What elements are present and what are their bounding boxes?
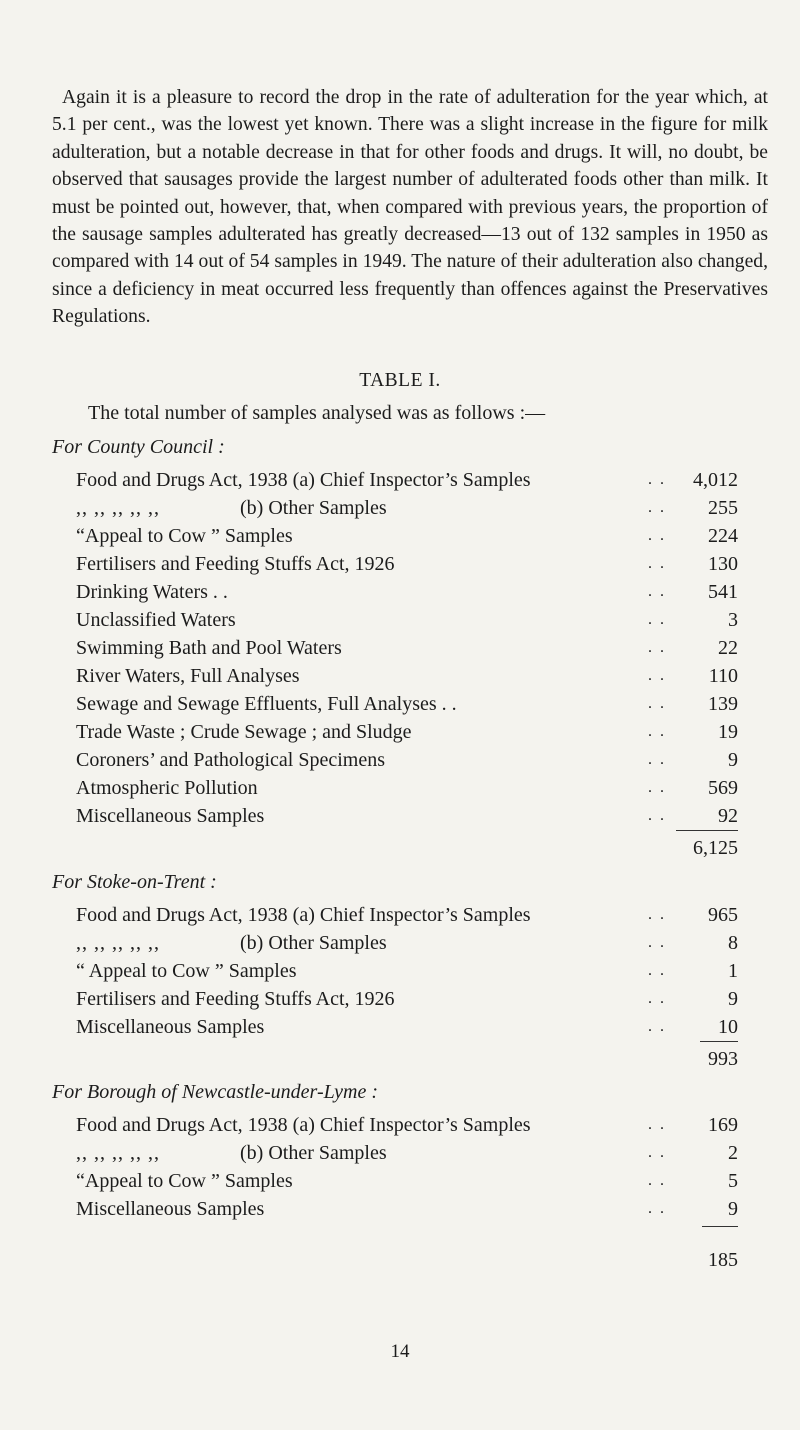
- row-label: Miscellaneous Samples: [76, 1198, 265, 1220]
- row-label: Sewage and Sewage Effluents, Full Analyses . .: [76, 693, 457, 715]
- row-label: “Appeal to Cow ” Samples: [76, 525, 293, 547]
- row-label: Food and Drugs Act, 1938 (a) Chief Inspector’s Samples: [76, 469, 531, 491]
- leader-dots: . .: [648, 990, 666, 1007]
- leader-dots: . .: [648, 583, 666, 600]
- section-heading-stoke-on-trent: For Stoke-on-Trent :: [52, 871, 217, 893]
- row-value: 8: [728, 932, 738, 954]
- leader-dots: . .: [648, 667, 666, 684]
- leader-dots: . .: [648, 1200, 666, 1217]
- row-label: “Appeal to Cow ” Samples: [76, 1170, 293, 1192]
- row-label: Miscellaneous Samples: [76, 1016, 265, 1038]
- row-value: 965: [708, 904, 738, 926]
- section-total: 993: [708, 1048, 738, 1070]
- row-label: Swimming Bath and Pool Waters: [76, 637, 342, 659]
- row-value: 2: [728, 1142, 738, 1164]
- table-row: [76, 957, 738, 985]
- row-value: 110: [708, 665, 738, 687]
- row-value: 541: [708, 581, 738, 603]
- leader-dots: . .: [648, 779, 666, 796]
- row-value: 139: [708, 693, 738, 715]
- row-label: Food and Drugs Act, 1938 (a) Chief Inspector’s Samples: [76, 1114, 531, 1136]
- table-row: [76, 1195, 738, 1223]
- ditto-marks: ,, ,, ,, ,, ,,: [76, 932, 160, 954]
- leader-dots: . .: [648, 1018, 666, 1035]
- row-value: 255: [708, 497, 738, 519]
- leader-dots: . .: [648, 471, 666, 488]
- table-row: [76, 662, 738, 690]
- row-value: 9: [728, 988, 738, 1010]
- table-row: [76, 929, 738, 957]
- row-value: 22: [718, 637, 738, 659]
- row-label: Fertilisers and Feeding Stuffs Act, 1926: [76, 553, 395, 575]
- section-total: 185: [708, 1249, 738, 1271]
- table-row: [76, 1167, 738, 1195]
- row-value: 9: [728, 1198, 738, 1220]
- row-label: (b) Other Samples: [240, 1142, 387, 1164]
- table-row: [76, 774, 738, 802]
- leader-dots: . .: [648, 807, 666, 824]
- subtotal-rule: [702, 1226, 738, 1227]
- row-value: 5: [728, 1170, 738, 1192]
- leader-dots: . .: [648, 934, 666, 951]
- table-row: [76, 1013, 738, 1041]
- table-row: [76, 466, 738, 494]
- leader-dots: . .: [648, 527, 666, 544]
- row-value: 4,012: [693, 469, 738, 491]
- row-value: 130: [708, 553, 738, 575]
- leader-dots: . .: [648, 723, 666, 740]
- leader-dots: . .: [648, 695, 666, 712]
- row-value: 19: [718, 721, 738, 743]
- row-value: 3: [728, 609, 738, 631]
- section-heading-county-council: For County Council :: [52, 436, 225, 458]
- table-title: TABLE I.: [359, 370, 441, 391]
- row-label: Unclassified Waters: [76, 609, 236, 631]
- table-row: [76, 901, 738, 929]
- row-label: Fertilisers and Feeding Stuffs Act, 1926: [76, 988, 395, 1010]
- row-label: Food and Drugs Act, 1938 (a) Chief Inspector’s Samples: [76, 904, 531, 926]
- table-row: [76, 985, 738, 1013]
- table-row: [76, 690, 738, 718]
- table-row: [76, 802, 738, 830]
- row-value: 1: [728, 960, 738, 982]
- leader-dots: . .: [648, 611, 666, 628]
- row-value: 569: [708, 777, 738, 799]
- leader-dots: . .: [648, 751, 666, 768]
- row-label: Atmospheric Pollution: [76, 777, 258, 799]
- row-label: Miscellaneous Samples: [76, 805, 265, 827]
- page-number: 14: [390, 1341, 410, 1362]
- table-row: [76, 550, 738, 578]
- row-value: 10: [718, 1016, 738, 1038]
- row-value: 9: [728, 749, 738, 771]
- table-row: [76, 746, 738, 774]
- table-row: [76, 1139, 738, 1167]
- section-total: 6,125: [693, 837, 738, 859]
- table-row: [76, 606, 738, 634]
- row-label: Trade Waste ; Crude Sewage ; and Sludge: [76, 721, 412, 743]
- leader-dots: . .: [648, 499, 666, 516]
- row-label: Coroners’ and Pathological Specimens: [76, 749, 386, 771]
- leader-dots: . .: [648, 1144, 666, 1161]
- row-label: (b) Other Samples: [240, 497, 387, 519]
- leader-dots: . .: [648, 1116, 666, 1133]
- row-label: “ Appeal to Cow ” Samples: [76, 960, 297, 982]
- table-row: [76, 522, 738, 550]
- subtotal-rule: [676, 830, 738, 831]
- table-lead-in: The total number of samples analysed was as follows :—: [88, 402, 546, 424]
- leader-dots: . .: [648, 639, 666, 656]
- row-label: (b) Other Samples: [240, 932, 387, 954]
- row-value: 224: [708, 525, 738, 547]
- table-row: [76, 718, 738, 746]
- subtotal-rule: [700, 1041, 738, 1042]
- row-value: 169: [708, 1114, 738, 1136]
- table-row: [76, 494, 738, 522]
- row-value: 92: [718, 805, 738, 827]
- table-row: [76, 578, 738, 606]
- table-row: [76, 1111, 738, 1139]
- leader-dots: . .: [648, 962, 666, 979]
- row-label: Drinking Waters . .: [76, 581, 228, 603]
- row-label: River Waters, Full Analyses: [76, 665, 300, 687]
- ditto-marks: ,, ,, ,, ,, ,,: [76, 497, 160, 519]
- leader-dots: . .: [648, 1172, 666, 1189]
- section-heading-newcastle-under-lyme: For Borough of Newcastle-under-Lyme :: [52, 1081, 378, 1103]
- table-row: [76, 634, 738, 662]
- ditto-marks: ,, ,, ,, ,, ,,: [76, 1142, 160, 1164]
- intro-paragraph: Again it is a pleasure to record the drop in the rate of adulteration for the year which, at 5.1 per cent., was the lowest yet known. There was a slight increase in the figure for milk adulteration, but a notable decrease in that for other foods and drugs. It will, no doubt, be observed that sausages provide the largest number of adulterated foods other than milk. It must be pointed out, however, that, when compared with previous years, the proportion of the sausage samples adulterated has greatly decreased—13 out of 132 samples in 1950 as compared with 14 out of 54 samples in 1949. The nature of their adulteration also changed, since a deficiency in meat occurred less frequently than offences against the Preservatives Regulations.: [52, 87, 768, 328]
- leader-dots: . .: [648, 906, 666, 923]
- leader-dots: . .: [648, 555, 666, 572]
